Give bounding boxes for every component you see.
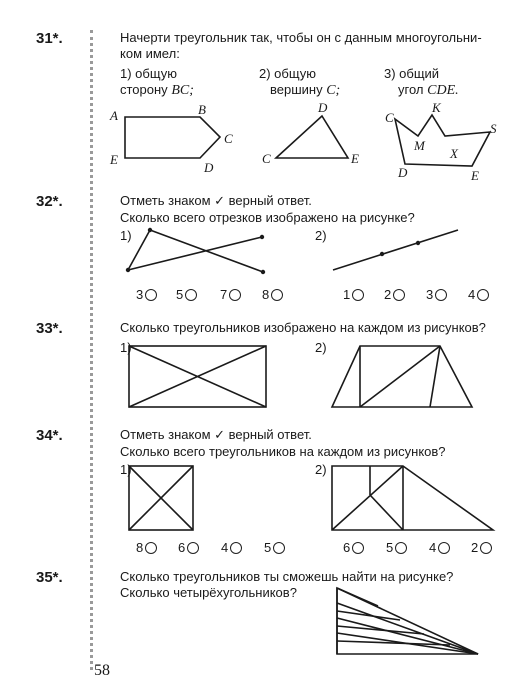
- option-value: 2: [384, 287, 392, 302]
- label-poly-M: M: [414, 138, 425, 153]
- task-35-number: 35*.: [36, 569, 63, 586]
- checkmark-icon: ✓: [214, 193, 226, 208]
- checkmark-icon: ✓: [214, 427, 226, 442]
- option-value: 4: [468, 287, 476, 302]
- sub2-b: вершину: [270, 82, 323, 97]
- sub3-c: CDE.: [427, 83, 459, 98]
- task-34-fig2-label: 2): [315, 462, 327, 477]
- sub2-c: C;: [326, 83, 341, 98]
- option-value: 8: [262, 287, 270, 302]
- option-value: 3: [426, 287, 434, 302]
- label-tri-E: E: [351, 151, 359, 166]
- t32-l1b: верный ответ.: [228, 193, 312, 208]
- task-32-text-line2: Сколько всего отрезков изображено на рисунке?: [120, 210, 415, 225]
- sub1-b: сторону: [120, 82, 168, 97]
- task-31-text-line2: ком имел:: [120, 46, 180, 61]
- sub1-a: 1) общую: [120, 66, 177, 81]
- label-pent-A: A: [110, 108, 118, 123]
- task-31-number: 31*.: [36, 30, 63, 47]
- task-32-fig2-label: 2): [315, 228, 327, 243]
- label-pent-C: C: [224, 131, 233, 146]
- task-34-number: 34*.: [36, 427, 63, 444]
- sub3-a: 3) общий: [384, 66, 440, 81]
- task-34-text-line2: Сколько всего треугольников на каждом из рисунков?: [120, 444, 446, 459]
- t32-l1a: Отметь знаком: [120, 193, 211, 208]
- label-tri-D: D: [318, 100, 328, 115]
- task-32-number: 32*.: [36, 193, 63, 210]
- option-value: 1: [343, 287, 351, 302]
- option-value: 5: [386, 540, 394, 555]
- label-pent-B: B: [198, 102, 206, 117]
- option-value: 5: [264, 540, 272, 555]
- task-33-fig1-label: 1): [120, 340, 132, 355]
- task-33-text-line1: Сколько треугольников изображено на каждом из рисунков?: [120, 320, 486, 335]
- option-value: 6: [178, 540, 186, 555]
- task-33-number: 33*.: [36, 320, 63, 337]
- label-poly-C: C: [385, 110, 394, 125]
- option-value: 8: [136, 540, 144, 555]
- option-value: 3: [136, 287, 144, 302]
- label-pent-E: E: [110, 152, 118, 167]
- task-32-fig1-label: 1): [120, 228, 132, 243]
- task-35-text-line1: Сколько треугольников ты сможешь найти на рисунке?: [120, 569, 454, 584]
- label-poly-K: K: [432, 100, 441, 115]
- task-33-fig2-label: 2): [315, 340, 327, 355]
- label-poly-S: S: [490, 121, 497, 136]
- label-poly-X: X: [450, 146, 458, 161]
- option-value: 5: [176, 287, 184, 302]
- t34-l1b: верный ответ.: [228, 427, 312, 442]
- label-tri-C: C: [262, 151, 271, 166]
- option-value: 7: [220, 287, 228, 302]
- task-31-text-line1: Начерти треугольник так, чтобы он с данным многоугольни-: [120, 30, 482, 45]
- option-value: 6: [343, 540, 351, 555]
- sub3-b: угол: [398, 82, 424, 97]
- page-number: 58: [94, 662, 110, 679]
- task-34-fig1-label: 1): [120, 462, 132, 477]
- option-value: 4: [429, 540, 437, 555]
- t34-l1a: Отметь знаком: [120, 427, 211, 442]
- label-poly-D: D: [398, 165, 408, 180]
- option-value: 2: [471, 540, 479, 555]
- sub2-a: 2) общую: [259, 66, 316, 81]
- option-value: 4: [221, 540, 229, 555]
- label-poly-E: E: [471, 168, 479, 183]
- sub1-c: BC;: [171, 83, 194, 98]
- task-35-text-line2: Сколько четырёхугольников?: [120, 585, 297, 600]
- label-pent-D: D: [204, 160, 214, 175]
